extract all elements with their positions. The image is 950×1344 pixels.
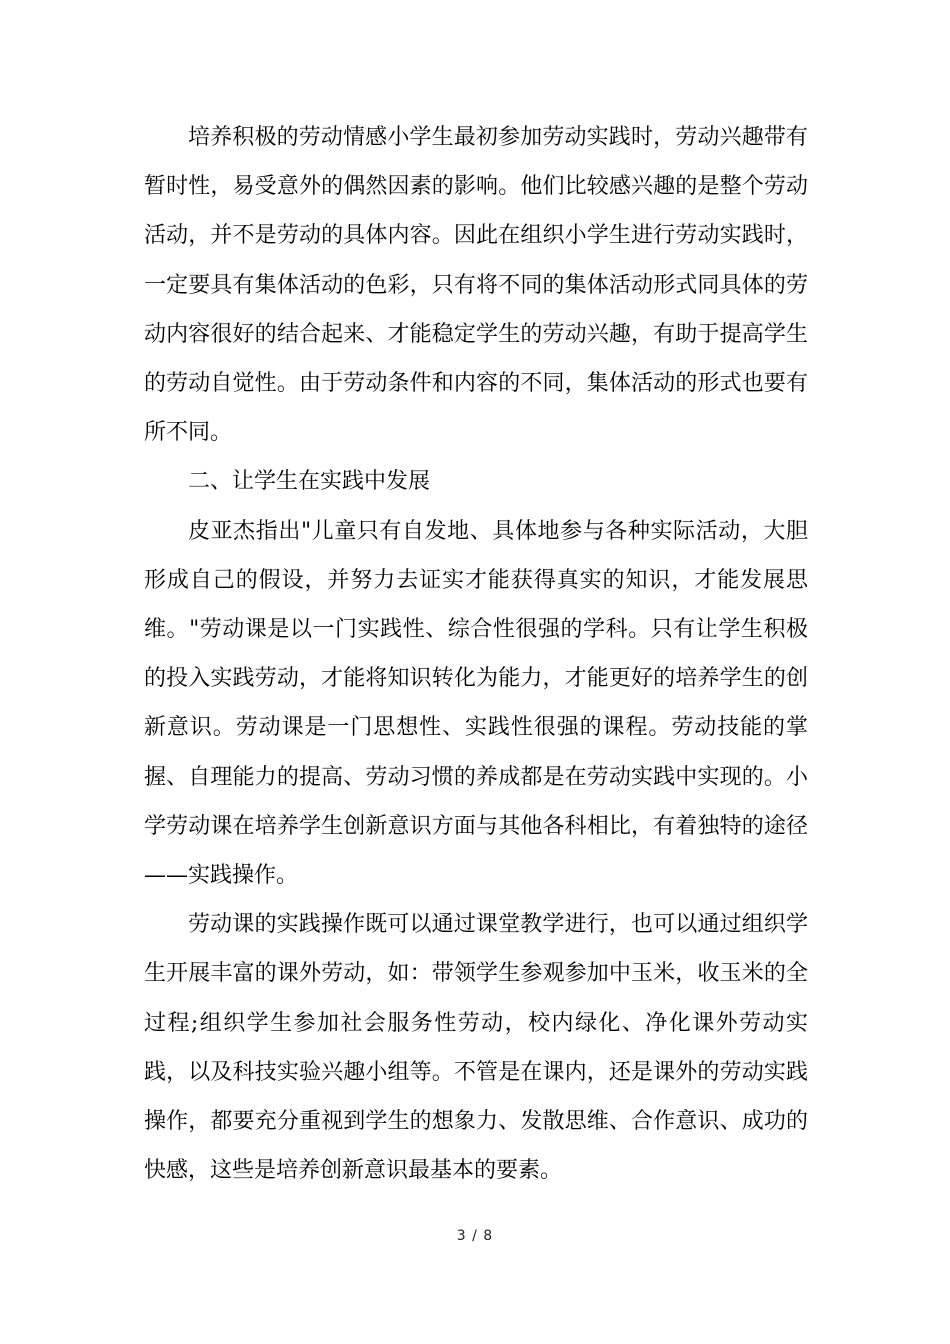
paragraph-piaget-quote: 皮亚杰指出"儿童只有自发地、具体地参与各种实际活动，大胆形成自己的假设，并努力去证实才能获得真实的知识，才能发展思维。"劳动课是以一门实践性、综合性很强的学科。只有让学生积极的投入实践劳动，才能将知识转化为能力，才能更好的培养学生的创新意识。劳动课是一门思想性、实践性很强的课程。劳动技能的掌握、自理能力的提高、劳动习惯的养成都是在劳动实践中实现的。小学劳动课在培养学生创新意识方面与其他各科相比，有着独特的途径——实践操作。	[144, 518, 808, 889]
paragraph-labor-emotion: 培养积极的劳动情感小学生最初参加劳动实践时，劳动兴趣带有暂时性，易受意外的偶然因素的影响。他们比较感兴趣的是整个劳动活动，并不是劳动的具体内容。因此在组织小学生进行劳动实践时，一定要具有集体活动的色彩，只有将不同的集体活动形式同具体的劳动内容很好的结合起来、才能稳定学生的劳动兴趣，有助于提高学生的劳动自觉性。由于劳动条件和内容的不同，集体活动的形式也要有所不同。	[144, 125, 808, 446]
paragraph-practice-operation: 劳动课的实践操作既可以通过课堂教学进行，也可以通过组织学生开展丰富的课外劳动，如：带领学生参观参加中玉米，收玉米的全过程;组织学生参加社会服务性劳动，校内绿化、净化课外劳动实践，以及科技实验兴趣小组等。不管是在课内，还是课外的劳动实践操作，都要充分重视到学生的想象力、发散思维、合作意识、成功的快感，这些是培养创新意识最基本的要素。	[144, 912, 808, 1184]
section-heading-practice-development: 二、让学生在实践中发展	[188, 469, 431, 495]
document-body	[144, 113, 808, 1195]
page-number: 3 / 8	[456, 1228, 494, 1244]
